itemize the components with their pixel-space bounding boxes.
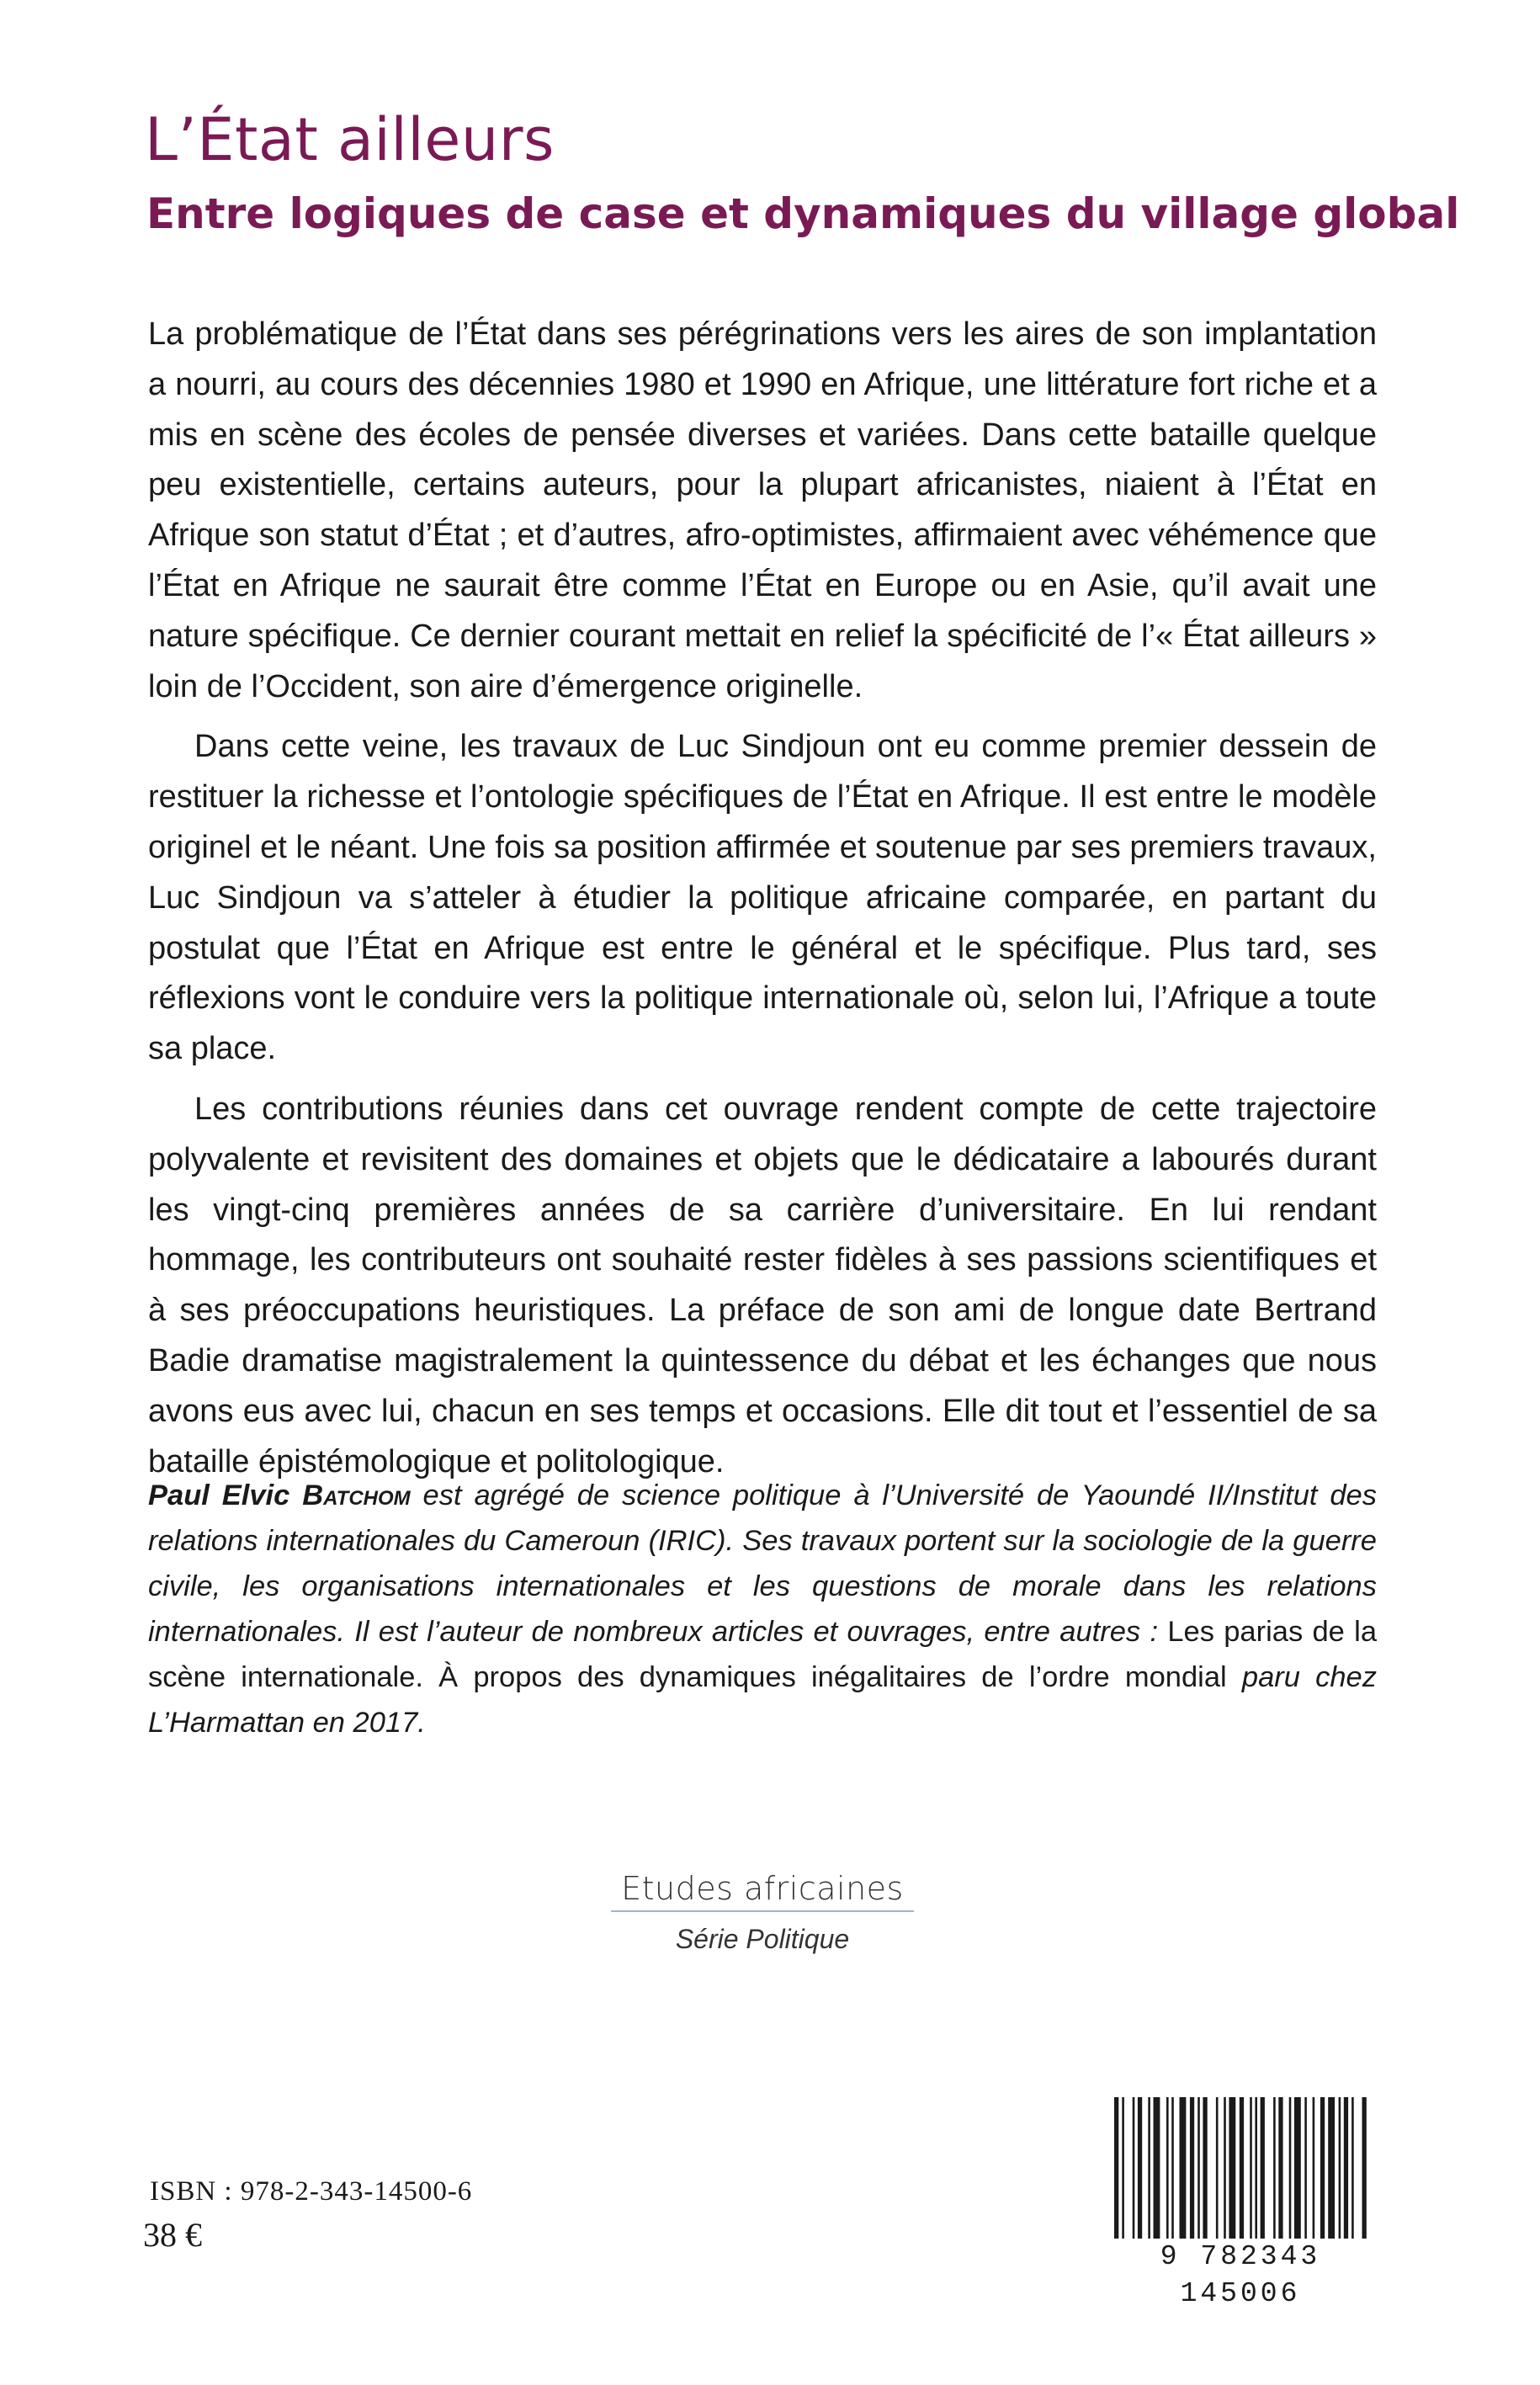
blurb-paragraph: Les contributions réunies dans cet ouvrage rendent compte de cette trajectoire polyvalente et revisitent des domaines et objets que le dédicataire a labourés durant les vingt-cinq premières années de sa carrière d’universitaire. En lui rendant hommage, les contributeurs ont souhaité rester fidèles à ses passions scientifiques et à ses préoccupations heuristiques. La préface de son ami de longue date Bertrand Badie dramatise magistralement la quintessence du débat et les échanges que nous avons eus avec lui, chacun en ses temps et occasions. Elle dit tout et l’essentiel de sa bataille épistémologique et politologique. [148, 1091, 1377, 1479]
barcode-bar [1148, 2097, 1150, 2262]
author-bio-text-end: paru chez L’Harmattan en 2017. [148, 1661, 1377, 1739]
series-logo [611, 1870, 914, 1955]
barcode-bar [1171, 2097, 1174, 2262]
barcode-bar [1250, 2097, 1252, 2262]
barcode-bar [1351, 2097, 1354, 2262]
barcode-bar [1197, 2097, 1200, 2262]
barcode-bar [1261, 2097, 1265, 2262]
barcode-bar [1304, 2097, 1307, 2262]
barcode-bar [1294, 2097, 1301, 2262]
author-bio [148, 1473, 1377, 1745]
blurb-paragraph: La problématique de l’État dans ses pérégrinations vers les aires de son implantation a nourri, au cours des décennies 1980 et 1990 en Afrique, une littérature fort riche et a mis en scène des écoles de pensée diverses et variées. Dans cette bataille quelque peu existentielle, certains auteurs, pour la plupart africanistes, niaient à l’État en Afrique son statut d’État ; et d’autres, afro-optimistes, affirmaient avec véhémence que l’État en Afrique ne saurait être comme l’État en Europe ou en Asie, qu’il avait une nature spécifique. Ce dernier courant mettait en relief la spécificité de l’« État ailleurs » loin de l’Occident, son aire d’émergence originelle. [148, 316, 1377, 704]
blurb-paragraph: Dans cette veine, les travaux de Luc Sindjoun ont eu comme premier dessein de restituer la richesse et l’ontologie spécifiques de l’État en Afrique. Il est entre le modèle originel et le néant. Une fois sa position affirmée et soutenue par ses premiers travaux, Luc Sindjoun va s’atteler à étudier la politique africaine comparée, en partant du postulat que l’État en Afrique est entre le général et le spécifique. Plus tard, ses réflexions vont le conduire vers la politique internationale où, selon lui, l’Afrique a toute sa place. [148, 729, 1377, 1067]
barcode-bar [1190, 2097, 1194, 2262]
barcode-bar [1138, 2097, 1142, 2262]
author-first-names: Paul Elvic [148, 1479, 303, 1511]
barcode-bar [1240, 2097, 1244, 2262]
barcode-bar [1154, 2097, 1160, 2262]
barcode-bar [1344, 2097, 1348, 2262]
barcode-bar [1224, 2097, 1226, 2262]
book-subtitle: Entre logiques de case et dynamiques du village global [146, 189, 1460, 238]
subseries-name: Série Politique [675, 1924, 850, 1954]
barcode-bar [1255, 2097, 1257, 2262]
barcode-bar [1362, 2097, 1367, 2262]
barcode-bar [1114, 2097, 1118, 2262]
book-title: L’État ailleurs [145, 105, 555, 174]
barcode-bar [1339, 2097, 1341, 2262]
price: 38 € [143, 2216, 202, 2254]
barcode-bar [1166, 2097, 1169, 2262]
blurb [148, 310, 1377, 1497]
barcode-bar [1320, 2097, 1325, 2262]
barcode-bar [1278, 2097, 1282, 2262]
author-surname: Batchom [302, 1479, 411, 1511]
barcode-bar [1122, 2097, 1124, 2262]
barcode-bar [1229, 2097, 1235, 2262]
barcode-digits: 9 782343 145006 [1109, 2239, 1372, 2313]
barcode-bar [1313, 2097, 1315, 2262]
barcode-bar [1289, 2097, 1292, 2262]
series-name: Etudes africaines [611, 1870, 914, 1912]
barcode [1109, 2094, 1372, 2309]
isbn: ISBN : 978-2-343-14500-6 [150, 2176, 473, 2207]
author-bio-text: est agrégé de science politique à l’Université de Yaoundé II/Institut des relations internationales du Cameroun (IRIC). Ses travaux portent sur la sociologie de la guerre civile, les organisations internationales et les questions de morale dans les relations internationales. Il est l’auteur de nombreux articles et ouvrages, entre autres : [148, 1479, 1377, 1648]
barcode-bar [1273, 2097, 1276, 2262]
barcode-bar [1216, 2097, 1219, 2262]
author-book-title: Les parias de la scène internationale. À propos des dynamiques inégalitaires de l’ordre mondial [148, 1616, 1378, 1693]
barcode-bar [1203, 2097, 1207, 2262]
barcode-bar [1133, 2097, 1135, 2262]
barcode-bar [1180, 2097, 1187, 2262]
barcode-bar [1328, 2097, 1335, 2262]
